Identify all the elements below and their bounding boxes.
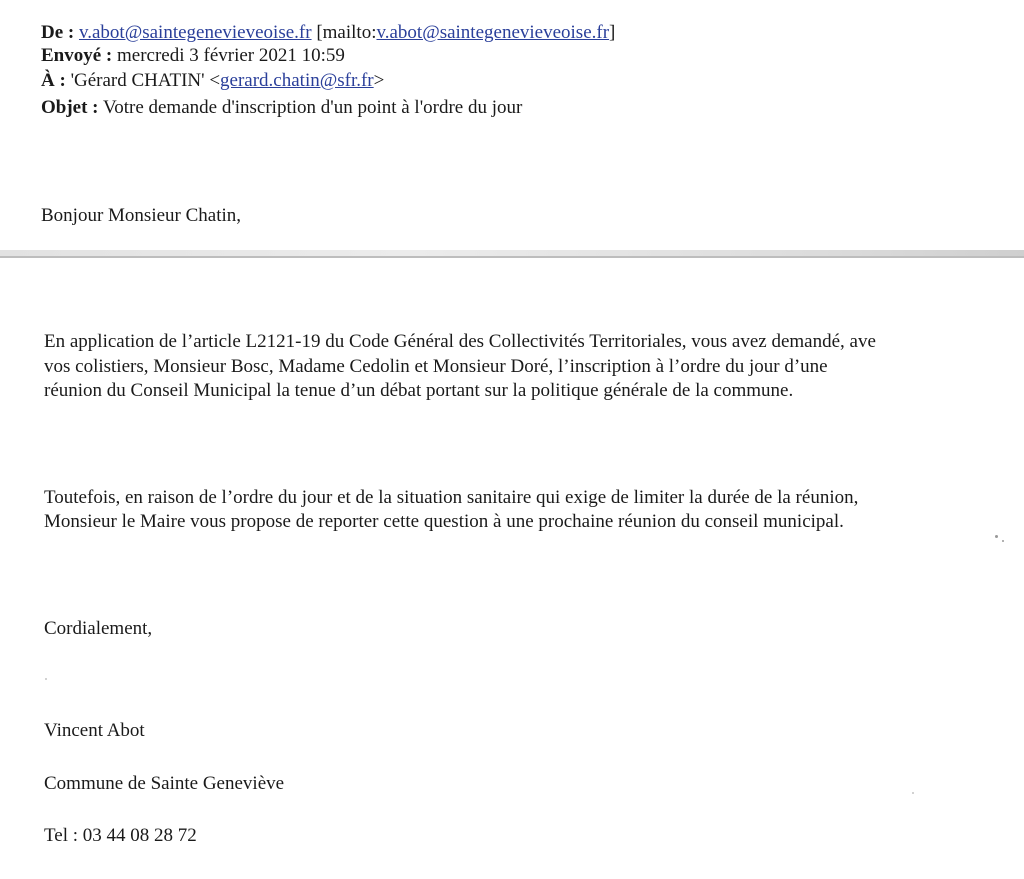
from-label: De : xyxy=(41,22,75,43)
scan-speck xyxy=(1002,540,1004,542)
to-email-link[interactable]: gerard.chatin@sfr.fr xyxy=(220,70,374,91)
closing: Cordialement, xyxy=(44,618,153,639)
page-fold-edge xyxy=(0,256,1024,258)
from-line xyxy=(41,22,615,44)
to-line xyxy=(41,70,384,92)
subject-line xyxy=(41,97,522,119)
subject-value: Votre demande d'inscription d'un point à l'ordre du jour xyxy=(102,97,523,118)
paragraph-2-line-2: Monsieur le Maire vous propose de reporter cette question à une prochaine réunion du conseil municipal. xyxy=(44,511,844,532)
mailto-prefix: [mailto: xyxy=(316,22,377,43)
to-label: À : xyxy=(41,70,66,91)
signature-org: Commune de Sainte Geneviève xyxy=(44,773,285,794)
paragraph-1-line-2: vos colistiers, Monsieur Bosc, Madame Cedolin et Monsieur Doré, l’inscription à l’ordre du jour d’une xyxy=(44,356,828,377)
to-name: 'Gérard CHATIN' < xyxy=(70,70,221,91)
sent-label: Envoyé : xyxy=(41,45,113,66)
signature-name: Vincent Abot xyxy=(44,720,145,741)
greeting: Bonjour Monsieur Chatin, xyxy=(41,205,242,226)
from-email-link[interactable]: v.abot@saintegenevieveoise.fr xyxy=(78,22,312,43)
paragraph-1-line-3: réunion du Conseil Municipal la tenue d’un débat portant sur la politique générale de la commune. xyxy=(44,380,794,401)
mailto-suffix: ] xyxy=(609,22,616,43)
to-suffix: > xyxy=(373,70,385,91)
sent-value: mercredi 3 février 2021 10:59 xyxy=(117,45,345,66)
scan-speck xyxy=(912,792,914,794)
scan-speck xyxy=(995,535,998,538)
signature-tel: Tel : 03 44 08 28 72 xyxy=(44,825,197,846)
mailto-email-link[interactable]: v.abot@saintegenevieveoise.fr xyxy=(376,22,610,43)
scan-speck xyxy=(45,678,47,680)
paragraph-1-line-1: En application de l’article L2121-19 du Code Général des Collectivités Territoriales, vous avez demandé, ave xyxy=(44,331,876,352)
sent-line xyxy=(41,45,345,67)
paragraph-2-line-1: Toutefois, en raison de l’ordre du jour et de la situation sanitaire qui exige de limiter la durée de la réunion, xyxy=(44,487,859,508)
subject-label: Objet : xyxy=(41,97,99,118)
